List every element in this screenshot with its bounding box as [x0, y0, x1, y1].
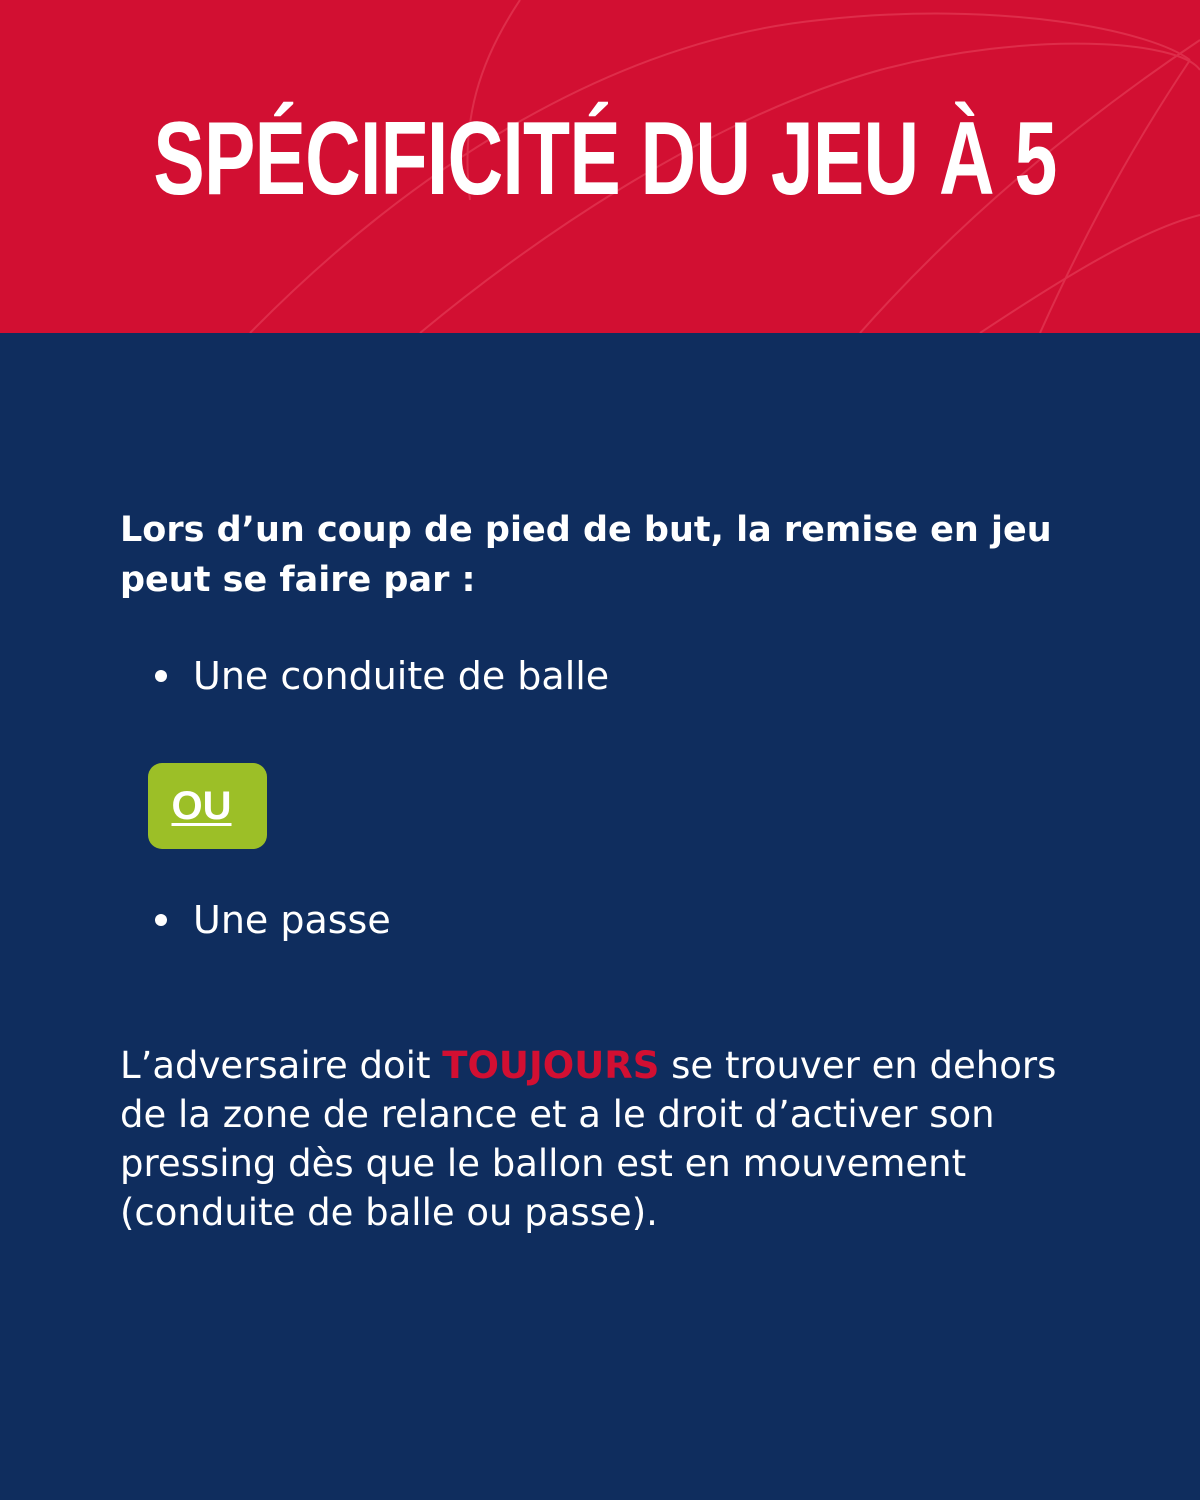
option-label: Une passe — [193, 898, 391, 942]
or-badge — [148, 763, 267, 849]
option-label: Une conduite de balle — [193, 654, 610, 698]
note-emphasis: TOUJOURS — [442, 1044, 660, 1087]
option-item-dribble — [155, 651, 609, 701]
bullet-icon — [155, 670, 167, 682]
or-label: OU — [171, 784, 232, 828]
intro-text: Lors d’un coup de pied de but, la remise en jeu peut se faire par : — [120, 510, 1052, 600]
bullet-icon — [155, 914, 167, 926]
note-text-before: L’adversaire doit — [120, 1044, 443, 1087]
note-text-after: se trouver en dehors de la zone de relance et a le droit d’activer son pressing dès que le ballon est en mouvement (conduite de balle ou passe). — [120, 1044, 1057, 1234]
header-banner — [0, 0, 1200, 333]
page-title: SPÉCIFICITÉ DU JEU À 5 — [153, 101, 1057, 217]
rule-note — [120, 1041, 1080, 1237]
option-item-pass — [155, 895, 391, 945]
